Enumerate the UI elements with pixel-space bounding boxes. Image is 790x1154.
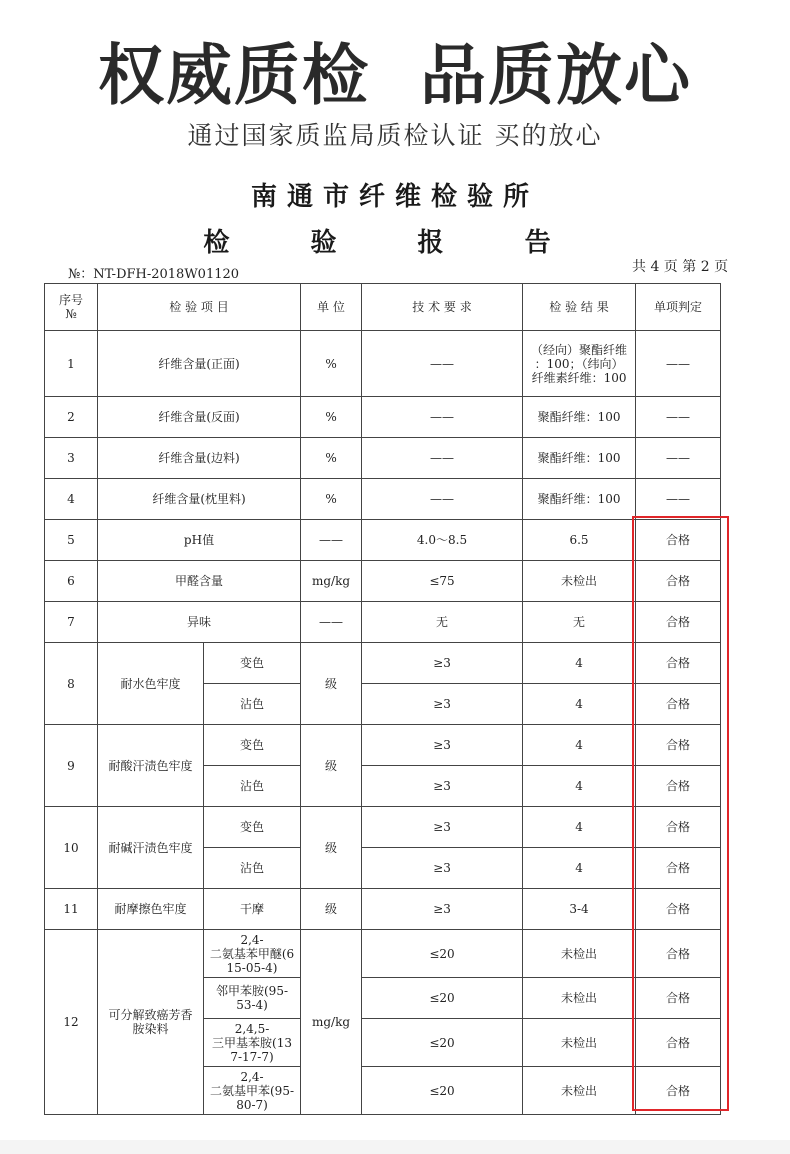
judgement-cell: ——	[636, 479, 721, 520]
item-cell: pH值	[98, 520, 301, 561]
table-row	[45, 397, 721, 438]
requirement-cell: ≥3	[362, 725, 523, 766]
requirement-cell: ≤20	[362, 1019, 523, 1067]
result-cell: （经向）聚酯纤维 ：100；（纬向） 纤维素纤维：100	[523, 331, 636, 397]
requirement-cell: ≥3	[362, 848, 523, 889]
judgement-cell: 合格	[636, 889, 721, 930]
judgement-cell: 合格	[636, 561, 721, 602]
result-cell: 未检出	[523, 978, 636, 1019]
sub-item-cell: 干摩	[204, 889, 301, 930]
sub-item-cell: 2,4,5- 三甲基苯胺(13 7-17-7)	[204, 1019, 301, 1067]
result-cell: 3-4	[523, 889, 636, 930]
judgement-cell: 合格	[636, 684, 721, 725]
item-cell: 耐摩擦色牢度	[98, 889, 204, 930]
requirement-cell: ——	[362, 479, 523, 520]
judgement-cell: 合格	[636, 725, 721, 766]
requirement-cell: ——	[362, 397, 523, 438]
seq-cell: 10	[45, 807, 98, 889]
item-cell: 异味	[98, 602, 301, 643]
item-cell: 纤维含量(枕里料)	[98, 479, 301, 520]
organization-name: 南通市纤维检验所	[250, 182, 539, 212]
judgement-cell: 合格	[636, 978, 721, 1019]
header-item: 检 验 项 目	[98, 284, 301, 331]
report-title: 检 验 报 告	[203, 228, 587, 258]
result-cell: 4	[523, 766, 636, 807]
judgement-cell: ——	[636, 397, 721, 438]
judgement-cell: 合格	[636, 807, 721, 848]
judgement-cell: 合格	[636, 643, 721, 684]
requirement-cell: 无	[362, 602, 523, 643]
judgement-cell: ——	[636, 331, 721, 397]
item-cell: 耐碱汗渍色牢度	[98, 807, 204, 889]
sub-item-cell: 变色	[204, 807, 301, 848]
result-cell: 4	[523, 643, 636, 684]
table-row	[45, 561, 721, 602]
unit-cell: ——	[301, 520, 362, 561]
table-header-row	[45, 284, 721, 331]
result-cell: 4	[523, 684, 636, 725]
requirement-cell: ≥3	[362, 643, 523, 684]
seq-cell: 3	[45, 438, 98, 479]
requirement-cell: ≥3	[362, 807, 523, 848]
result-cell: 聚酯纤维：100	[523, 479, 636, 520]
report-number: №：NT-DFH-2018W01120	[68, 267, 240, 282]
table-row	[45, 930, 721, 978]
unit-cell: 级	[301, 807, 362, 889]
requirement-cell: ≤20	[362, 930, 523, 978]
header-seq: 序号 №	[45, 284, 98, 331]
table-row	[45, 479, 721, 520]
seq-cell: 1	[45, 331, 98, 397]
seq-cell: 4	[45, 479, 98, 520]
result-cell: 4	[523, 807, 636, 848]
unit-cell: %	[301, 479, 362, 520]
headline: 权威质检 品质放心	[98, 37, 692, 114]
seq-cell: 9	[45, 725, 98, 807]
table-row	[45, 331, 721, 397]
sub-item-cell: 2,4- 二氨基甲苯(95- 80-7)	[204, 1067, 301, 1115]
table-row	[45, 520, 721, 561]
requirement-cell: ≥3	[362, 889, 523, 930]
seq-cell: 11	[45, 889, 98, 930]
result-cell: 未检出	[523, 1067, 636, 1115]
seq-cell: 8	[45, 643, 98, 725]
item-cell: 纤维含量(反面)	[98, 397, 301, 438]
result-cell: 6.5	[523, 520, 636, 561]
header-unit: 单 位	[301, 284, 362, 331]
unit-cell: ——	[301, 602, 362, 643]
judgement-cell: 合格	[636, 602, 721, 643]
unit-cell: %	[301, 397, 362, 438]
inspection-table	[44, 283, 721, 1115]
requirement-cell: ≤75	[362, 561, 523, 602]
table-row	[45, 643, 721, 684]
table-row	[45, 438, 721, 479]
judgement-highlight-box	[632, 516, 729, 1111]
result-cell: 未检出	[523, 561, 636, 602]
header-result: 检 验 结 果	[523, 284, 636, 331]
unit-cell: 级	[301, 725, 362, 807]
result-cell: 未检出	[523, 1019, 636, 1067]
item-cell: 纤维含量(边料)	[98, 438, 301, 479]
seq-cell: 2	[45, 397, 98, 438]
result-cell: 无	[523, 602, 636, 643]
seq-cell: 12	[45, 930, 98, 1115]
header-requirement: 技 术 要 求	[362, 284, 523, 331]
unit-cell: 级	[301, 889, 362, 930]
seq-cell: 7	[45, 602, 98, 643]
sub-item-cell: 2,4- 二氨基苯甲醚(6 15-05-4)	[204, 930, 301, 978]
item-cell: 耐酸汗渍色牢度	[98, 725, 204, 807]
sub-item-cell: 邻甲苯胺(95- 53-4)	[204, 978, 301, 1019]
requirement-cell: ——	[362, 438, 523, 479]
item-cell: 可分解致癌芳香 胺染料	[98, 930, 204, 1115]
result-cell: 4	[523, 725, 636, 766]
table-row	[45, 807, 721, 848]
requirement-cell: 4.0～8.5	[362, 520, 523, 561]
seq-cell: 6	[45, 561, 98, 602]
unit-cell: %	[301, 438, 362, 479]
subline: 通过国家质监局质检认证 买的放心	[187, 121, 603, 150]
item-cell: 纤维含量(正面)	[98, 331, 301, 397]
requirement-cell: ≥3	[362, 766, 523, 807]
requirement-cell: ≤20	[362, 1067, 523, 1115]
header-judgement: 单项判定	[636, 284, 721, 331]
result-cell: 4	[523, 848, 636, 889]
judgement-cell: 合格	[636, 520, 721, 561]
result-cell: 未检出	[523, 930, 636, 978]
item-cell: 耐水色牢度	[98, 643, 204, 725]
unit-cell: mg/kg	[301, 561, 362, 602]
requirement-cell: ≤20	[362, 978, 523, 1019]
table-row	[45, 725, 721, 766]
requirement-cell: ——	[362, 331, 523, 397]
judgement-cell: 合格	[636, 1067, 721, 1115]
seq-cell: 5	[45, 520, 98, 561]
judgement-cell: 合格	[636, 1019, 721, 1067]
unit-cell: mg/kg	[301, 930, 362, 1115]
judgement-cell: 合格	[636, 848, 721, 889]
footer-shade	[0, 1140, 790, 1154]
sub-item-cell: 沾色	[204, 684, 301, 725]
requirement-cell: ≥3	[362, 684, 523, 725]
page-info: 共 4 页 第 2 页	[632, 259, 729, 275]
table-row	[45, 602, 721, 643]
table-row	[45, 889, 721, 930]
sub-item-cell: 变色	[204, 725, 301, 766]
result-cell: 聚酯纤维：100	[523, 438, 636, 479]
sub-item-cell: 变色	[204, 643, 301, 684]
item-cell: 甲醛含量	[98, 561, 301, 602]
judgement-cell: 合格	[636, 766, 721, 807]
judgement-cell: 合格	[636, 930, 721, 978]
result-cell: 聚酯纤维：100	[523, 397, 636, 438]
judgement-cell: ——	[636, 438, 721, 479]
unit-cell: 级	[301, 643, 362, 725]
unit-cell: %	[301, 331, 362, 397]
sub-item-cell: 沾色	[204, 766, 301, 807]
sub-item-cell: 沾色	[204, 848, 301, 889]
